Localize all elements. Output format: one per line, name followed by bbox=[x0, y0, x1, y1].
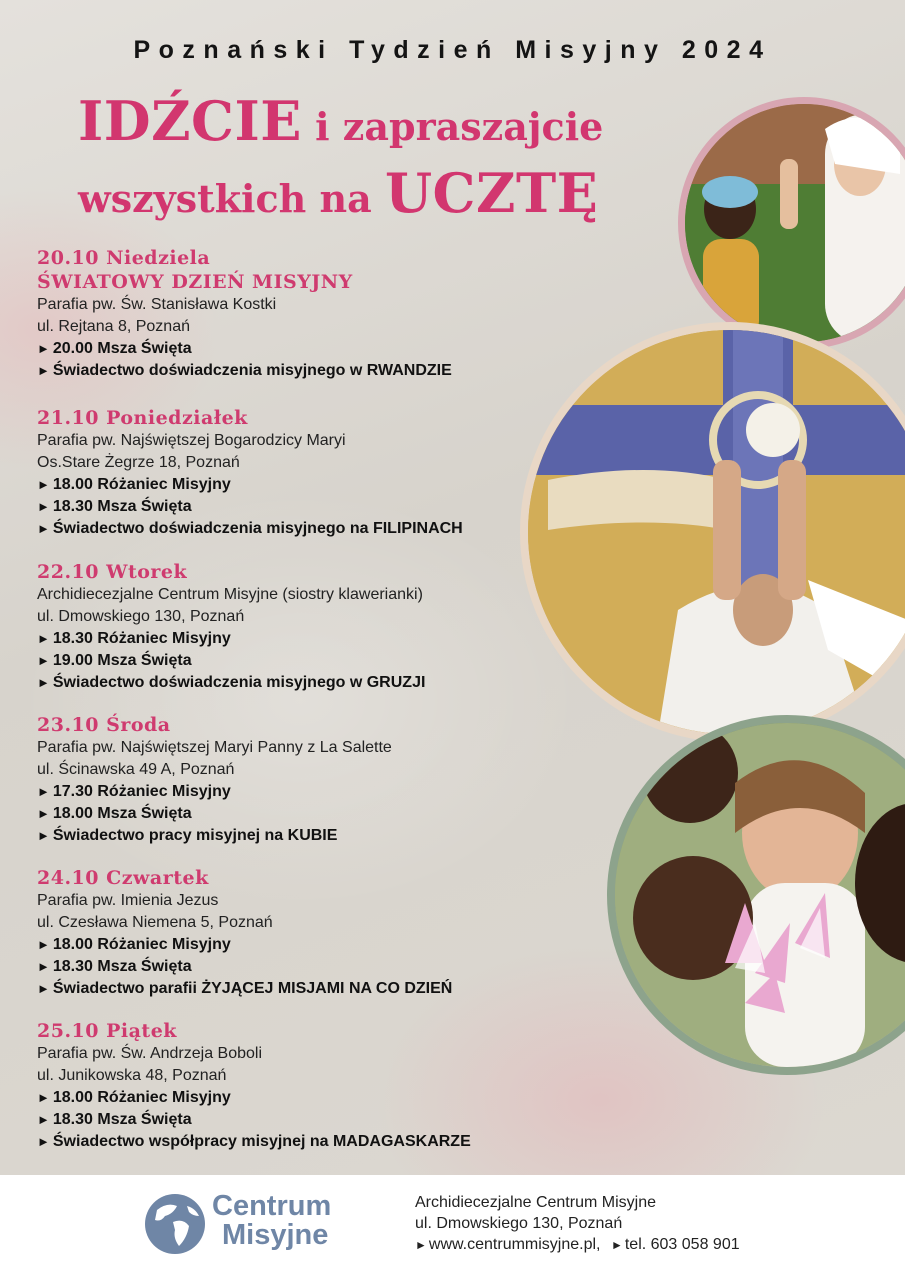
program-item-text: 18.30 Różaniec Misyjny bbox=[52, 630, 231, 647]
parish-address: Os.Stare Żegrze 18, Poznań bbox=[37, 454, 240, 471]
photo-priest-host bbox=[520, 322, 905, 742]
arrow-right-icon: ► bbox=[37, 1134, 50, 1149]
program-item-text: 18.30 Msza Święta bbox=[52, 1111, 192, 1128]
footer-contact bbox=[415, 1192, 740, 1256]
program-item-text: 18.00 Msza Święta bbox=[52, 805, 192, 822]
arrow-right-icon: ► bbox=[37, 675, 50, 690]
arrow-right-icon: ► bbox=[37, 477, 50, 492]
program-item bbox=[37, 781, 577, 803]
parish-address: ul. Junikowska 48, Poznań bbox=[37, 1067, 227, 1084]
parish-address: ul. Rejtana 8, Poznań bbox=[37, 318, 190, 335]
day-title: 25.10 Piątek bbox=[37, 1020, 177, 1042]
program-item bbox=[37, 956, 577, 978]
arrow-right-icon: ► bbox=[37, 828, 50, 843]
day-title: 23.10 Środa bbox=[37, 714, 171, 736]
arrow-right-icon: ► bbox=[610, 1238, 623, 1252]
event-title: Poznański Tydzień Misyjny 2024 bbox=[133, 36, 772, 64]
arrow-right-icon: ► bbox=[37, 1112, 50, 1127]
photo-sister-children bbox=[607, 715, 905, 1075]
arrow-right-icon: ► bbox=[37, 521, 50, 536]
day-title: 24.10 Czwartek bbox=[37, 867, 209, 889]
day-tuesday bbox=[37, 560, 577, 694]
parish-address: ul. Ścinawska 49 A, Poznań bbox=[37, 761, 235, 778]
org-address: ul. Dmowskiego 130, Poznań bbox=[415, 1215, 623, 1232]
arrow-right-icon: ► bbox=[37, 363, 50, 378]
arrow-right-icon: ► bbox=[37, 784, 50, 799]
nun-child-illustration bbox=[685, 104, 905, 342]
day-wednesday bbox=[37, 713, 577, 847]
program-item-text: Świadectwo współpracy misyjnej na MADAGASKARZE bbox=[52, 1133, 471, 1150]
program-item bbox=[37, 803, 577, 825]
arrow-right-icon: ► bbox=[37, 631, 50, 646]
headline bbox=[78, 89, 678, 236]
headline-zapraszajcie: i zapraszajcie bbox=[301, 104, 604, 149]
program-item bbox=[37, 978, 577, 1000]
parish-address: ul. Dmowskiego 130, Poznań bbox=[37, 608, 245, 625]
program-item-text: Świadectwo doświadczenia misyjnego w GRUZJI bbox=[52, 674, 426, 691]
program-item-text: 18.30 Msza Święta bbox=[52, 498, 192, 515]
day-title: 21.10 Poniedziałek bbox=[37, 407, 248, 429]
program-item bbox=[37, 1131, 577, 1153]
parish-name: Parafia pw. Św. Andrzeja Boboli bbox=[37, 1045, 263, 1062]
program-item bbox=[37, 360, 577, 382]
logo-line2: Misyjne bbox=[222, 1219, 329, 1251]
program-item bbox=[37, 650, 577, 672]
parish-name: Parafia pw. Najświętszej Maryi Panny z La Salette bbox=[37, 739, 392, 756]
day-sunday bbox=[37, 246, 577, 382]
priest-crucifix-illustration bbox=[528, 330, 905, 734]
website-link[interactable]: www.centrummisyjne.pl, bbox=[428, 1236, 601, 1253]
day-monday bbox=[37, 406, 577, 540]
day-friday bbox=[37, 1019, 577, 1153]
program-item bbox=[37, 628, 577, 650]
program-item-text: 17.30 Różaniec Misyjny bbox=[52, 783, 231, 800]
arrow-right-icon: ► bbox=[37, 959, 50, 974]
arrow-right-icon: ► bbox=[37, 981, 50, 996]
program-item bbox=[37, 825, 577, 847]
program-item-text: Świadectwo parafii ŻYJĄCEJ MISJAMI NA CO DZIEŃ bbox=[52, 980, 453, 997]
arrow-right-icon: ► bbox=[37, 1090, 50, 1105]
org-name: Archidiecezjalne Centrum Misyjne bbox=[415, 1194, 656, 1211]
parish-name: Archidiecezjalne Centrum Misyjne (siostry klawerianki) bbox=[37, 586, 423, 603]
parish-name: Parafia pw. Imienia Jezus bbox=[37, 892, 219, 909]
sister-children-illustration bbox=[615, 723, 905, 1067]
program-item bbox=[37, 496, 577, 518]
logo-text bbox=[212, 1192, 331, 1250]
parish-name: Parafia pw. Najświętszej Bogarodzicy Maryi bbox=[37, 432, 346, 449]
program-item bbox=[37, 338, 577, 360]
program-item bbox=[37, 934, 577, 956]
arrow-right-icon: ► bbox=[37, 937, 50, 952]
headline-wszystkich: wszystkich na bbox=[78, 176, 385, 221]
program-item-text: 19.00 Msza Święta bbox=[52, 652, 192, 669]
day-thursday bbox=[37, 866, 577, 1000]
arrow-right-icon: ► bbox=[37, 806, 50, 821]
day-title: 20.10 Niedziela bbox=[37, 247, 211, 269]
program-item bbox=[37, 1109, 577, 1131]
program-item bbox=[37, 518, 577, 540]
program-item bbox=[37, 474, 577, 496]
program-item-text: 18.00 Różaniec Misyjny bbox=[52, 1089, 231, 1106]
arrow-right-icon: ► bbox=[37, 653, 50, 668]
parish-address: ul. Czesława Niemena 5, Poznań bbox=[37, 914, 273, 931]
arrow-right-icon: ► bbox=[37, 499, 50, 514]
headline-ucztę: UCZTĘ bbox=[384, 161, 599, 225]
program-item bbox=[37, 1087, 577, 1109]
globe-icon bbox=[143, 1192, 207, 1256]
day-subtitle: ŚWIATOWY DZIEŃ MISYJNY bbox=[37, 271, 353, 293]
program-item-text: 18.30 Msza Święta bbox=[52, 958, 192, 975]
arrow-right-icon: ► bbox=[37, 341, 50, 356]
program-item bbox=[37, 672, 577, 694]
program-item-text: 18.00 Różaniec Misyjny bbox=[52, 476, 231, 493]
phone-number: tel. 603 058 901 bbox=[624, 1236, 740, 1253]
headline-idzcie: IDŹCIE bbox=[78, 89, 302, 153]
arrow-right-icon: ► bbox=[415, 1238, 427, 1252]
logo-line1: Centrum bbox=[212, 1190, 332, 1222]
program-item-text: Świadectwo pracy misyjnej na KUBIE bbox=[52, 827, 338, 844]
day-title: 22.10 Wtorek bbox=[37, 561, 188, 583]
program-item-text: 20.00 Msza Święta bbox=[52, 340, 192, 357]
parish-name: Parafia pw. Św. Stanisława Kostki bbox=[37, 296, 277, 313]
contact-line bbox=[415, 1234, 740, 1256]
program-item-text: Świadectwo doświadczenia misyjnego na FILIPINACH bbox=[52, 520, 463, 537]
photo-nun-child bbox=[678, 97, 905, 349]
program-item-text: Świadectwo doświadczenia misyjnego w RWANDZIE bbox=[52, 362, 452, 379]
program-item-text: 18.00 Różaniec Misyjny bbox=[52, 936, 231, 953]
